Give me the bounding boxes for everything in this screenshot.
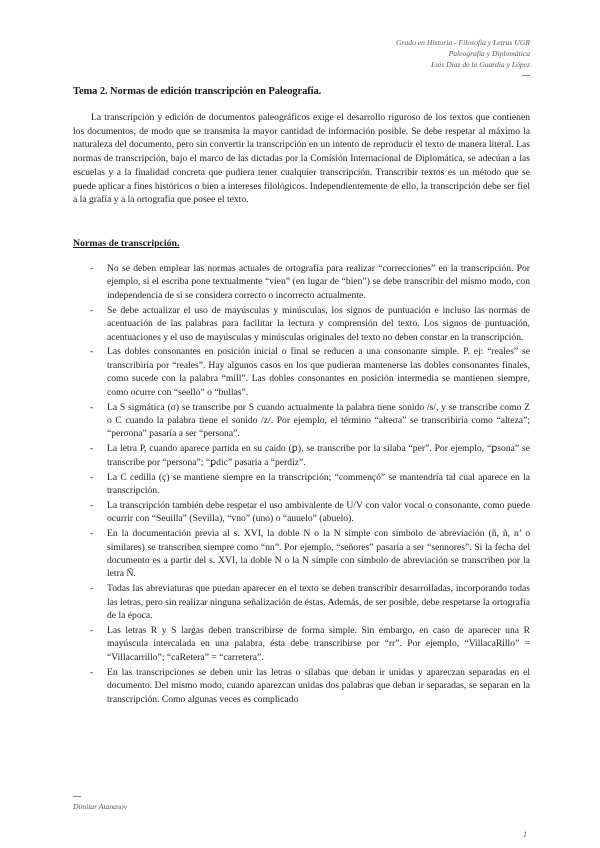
intro-paragraph: La transcripción y edición de documentos paleográficos exige el desarrollo riguroso de los textos que contienen los documentos, de modo que se transmita la mayor cantidad de información posible. Se debe respetar al máximo la naturaleza del documento, pero sin convertir la transcripción en un intento de reproducir el texto de manera literal. Las normas de transcripción, bajo el marco de las dictadas por la Comisión Internacional de Diplomática, se adecúan a las escuelas y a la finalidad concreta que pudiera tener cualquier transcripción. Transcribir textos es un método que se puede aplicar a fines históricos o bien a intereses filológicos. Independientemente de ello, la transcripción debe ser fiel a la grafía y a la ortografía que posee el texto.: [73, 112, 530, 206]
rule-text: En las transcripciones se deben unir las letras o sílabas que deban ir unidas y apareczan separadas en el documento. Del mismo modo, cuando aparezcan unidas dos palabras que deban ir separadas, se separan en la transcripción. Como algunas veces es complicado: [107, 666, 530, 705]
bullet-dash: -: [90, 625, 94, 637]
rule-item: [73, 582, 530, 622]
bullet-dash: -: [90, 583, 94, 595]
rule-item: [73, 527, 530, 581]
rule-text: La letra P, cuando aparece partida en su caído (ꝑ), se transcribe por la sílaba “per”. Por ejemplo, “ꝑsona” se transcribe por “persona”; “ꝑdic” pasaría a “perdiz”.: [107, 443, 530, 468]
rule-item: [73, 442, 530, 469]
document-title: Tema 2. Normas de edición transcripción en Paleografía.: [73, 86, 322, 97]
page-header: [396, 37, 530, 76]
footer-divider: [73, 796, 81, 797]
rule-text: Se debe actualizar el uso de mayúsculas y minúsculas, los signos de puntuación e incluso las normas de acentuación de las palabras para facilitar la lectura y comprensión del texto. Los signos de puntuación, acentuaciones y el uso de mayúsculas y minúsculas originales del texto no deben constar en la transcripción.: [107, 304, 530, 343]
rule-text: Las dobles consonantes en posición inicial o final se reducen a una consonante simple. P. ej: “reales” se transcribiría por “reales”. Hay algunos casos en los que pudieran mantenerse las dobles consonantes finales, como sucede con la palabra “mill”. Las dobles consonantes en posición intermedia se mantienen siempre, como ocurre con “seello” o “bullas”.: [107, 346, 530, 398]
rule-text: Todas las abreviaturas que puedan aparecer en el texto se deben transcribir desarrolladas, incorporando todas las letras, pero sin realizar ninguna señalización de éstas. Además, de ser posible, debe respetarse la ortografía de la época.: [107, 583, 530, 622]
header-divider: [522, 75, 530, 76]
bullet-dash: -: [90, 471, 94, 483]
rule-item: [73, 666, 530, 706]
rule-text: La S sigmática (σ) se transcribe por S cuando actualmente la palabra tiene sonido /s/, y se transcribe como Z o C cuando la palabra tiene el sonido /z/. Por ejemplo, el término “alteσa” se transcribiría como “alteza”; “perσona” pasaría a ser “persona”.: [107, 401, 530, 440]
rule-text: Las letras R y S largas deben transcribirse de forma simple. Sin embargo, en caso de aparecer una R mayúscula intercalada en una palabra, ésta debe transcribirse por “rr”. Por ejemplo, “VillacaRillo” = “Villacarrillo”; “caRetera” = “carretera”.: [107, 625, 530, 663]
page-number: 1: [523, 830, 527, 839]
bullet-dash: -: [90, 263, 94, 274]
bullet-dash: -: [90, 401, 94, 413]
header-course: Grado en Historia - Filosofía y Letras UGR: [396, 38, 530, 47]
bullet-dash: -: [90, 346, 94, 358]
bullet-dash: -: [90, 443, 94, 455]
rule-item: [73, 304, 530, 344]
rule-text: No se deben emplear las normas actuales de ortografía para realizar “correcciones” en la transcripción. Por ejemplo, si el escriba pone textualmente “vien” (en lugar de “bien”) se debe transcribir del mismo modo, con independencia de si se considera correcto o incorrecto actualmente.: [107, 263, 530, 301]
bullet-dash: -: [90, 666, 94, 678]
header-professor: Luis Díaz de la Guardia y López: [431, 60, 530, 69]
rule-item: [73, 401, 530, 441]
bullet-dash: -: [90, 304, 94, 316]
page-footer: [73, 796, 127, 811]
bullet-dash: -: [90, 528, 94, 540]
rule-item: [73, 624, 530, 664]
rules-list: [73, 262, 530, 708]
footer-author: Dimitar Atanasov: [73, 802, 128, 811]
rule-text: La C cedilla (ç) se mantiene siempre en la transcripción; “commençó” se mantendría tal cual aparece en la transcripción.: [107, 471, 530, 496]
rule-item: [73, 262, 530, 302]
rule-text: La transcripción también debe respetar el uso ambivalente de U/V con valor vocal o consonante, como puede ocurrir con “Seuilla” (Sevilla), “vno” (uno) o “auuelo” (abuelo).: [107, 499, 530, 525]
rule-item: [73, 499, 530, 526]
bullet-dash: -: [90, 499, 94, 511]
section-heading: Normas de transcripción.: [73, 238, 180, 249]
rule-text: En la documentación previa al s. XVI, la doble N o la N simple con símbolo de abreviación (ñ, ñ, n’ o similares) se transcriben siempre como “nn”. Por ejemplo, “señores” pasaría a ser “sennores”. Si la fecha del documento es a partir del s. XVI, la doble N o la N simple con símbolo de abreviación se transcriben por la letra Ñ.: [107, 528, 530, 580]
header-subject: Paleografía y Diplomática: [448, 49, 530, 58]
rule-item: [73, 345, 530, 399]
rule-item: [73, 471, 530, 498]
